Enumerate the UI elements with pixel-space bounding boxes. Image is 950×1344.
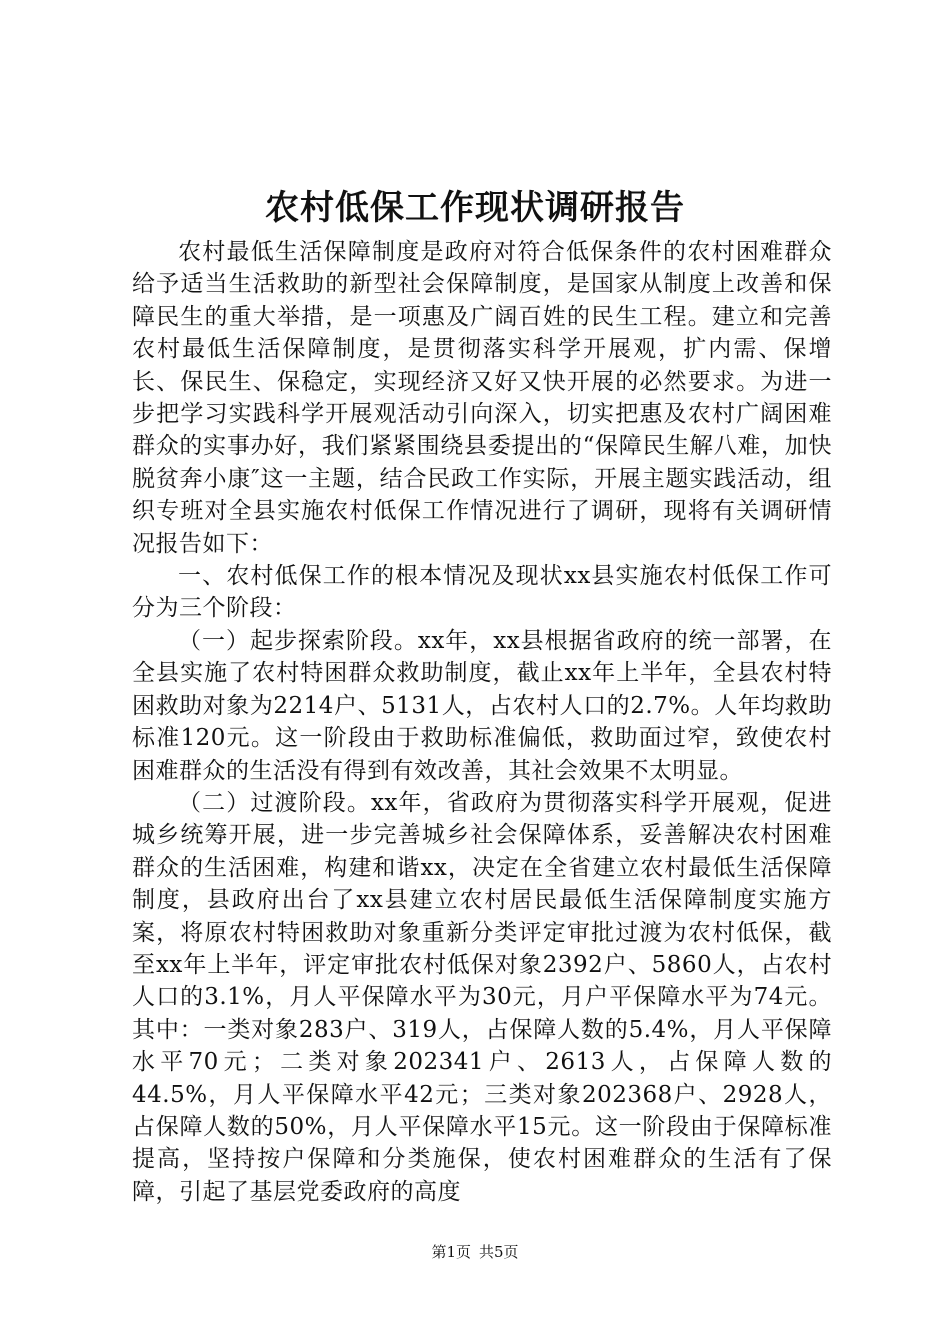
paragraph-intro: 农村最低生活保障制度是政府对符合低保条件的农村困难群众给予适当生活救助的新型社会保障制度，是国家从制度上改善和保障民生的重大举措，是一项惠及广阔百姓的民生工程。建立和完善农村最低生活保障制度，是贯彻落实科学开展观，扩内需、保增长、保民生、保稳定，实现经济又好又快开展的必然要求。为进一步把学习实践科学开展观活动引向深入，切实把惠及农村广阔困难群众的实事办好，我们紧紧围绕县委提出的“保障民生解八难，加快脱贫奔小康″这一主题，结合民政工作实际，开展主题实践活动，组织专班对全县实施农村低保工作情况进行了调研，现将有关调研情况报告如下：: [132, 239, 832, 557]
page-total: 共5页: [479, 1243, 519, 1261]
paragraph-stage-two: （二）过渡阶段。xx年，省政府为贯彻落实科学开展观，促进城乡统筹开展，进一步完善城乡社会保障体系，妥善解决农村困难群众的生活困难，构建和谐xx，决定在全省建立农村最低生活保障制度，县政府出台了xx县建立农村居民最低生活保障制度实施方案，将原农村特困救助对象重新分类评定审批过渡为农村低保，截至xx年上半年，评定审批农村低保对象2392户、5860人，占农村人口的3.1%，月人平保障水平为30元，月户平保障水平为74元。其中：一类对象283户、319人，占保障人数的5.4%，月人平保障水平70元；二类对象202341户、2613人，占保障人数的44.5%，月人平保障水平42元；三类对象202368户、2928人，占保障人数的50%，月人平保障水平15元。这一阶段由于保障标准提高，坚持按户保障和分类施保，使农村困难群众的生活有了保障，引起了基层党委政府的高度: [132, 789, 832, 1205]
page-title: 农村低保工作现状调研报告: [265, 188, 685, 228]
page-footer: [0, 1242, 950, 1262]
document-body: [132, 236, 832, 1208]
paragraph-stage-one: （一）起步探索阶段。xx年，xx县根据省政府的统一部署，在全县实施了农村特困群众救助制度，截止xx年上半年，全县农村特困救助对象为2214户、5131人，占农村人口的2.7%。人年均救助标准120元。这一阶段由于救助标准偏低，救助面过窄，致使农村困难群众的生活没有得到有效改善，其社会效果不太明显。: [132, 627, 832, 784]
page-number: 第1页: [431, 1243, 471, 1261]
paragraph-section-heading: 一、农村低保工作的根本情况及现状xx县实施农村低保工作可分为三个阶段：: [132, 563, 832, 622]
